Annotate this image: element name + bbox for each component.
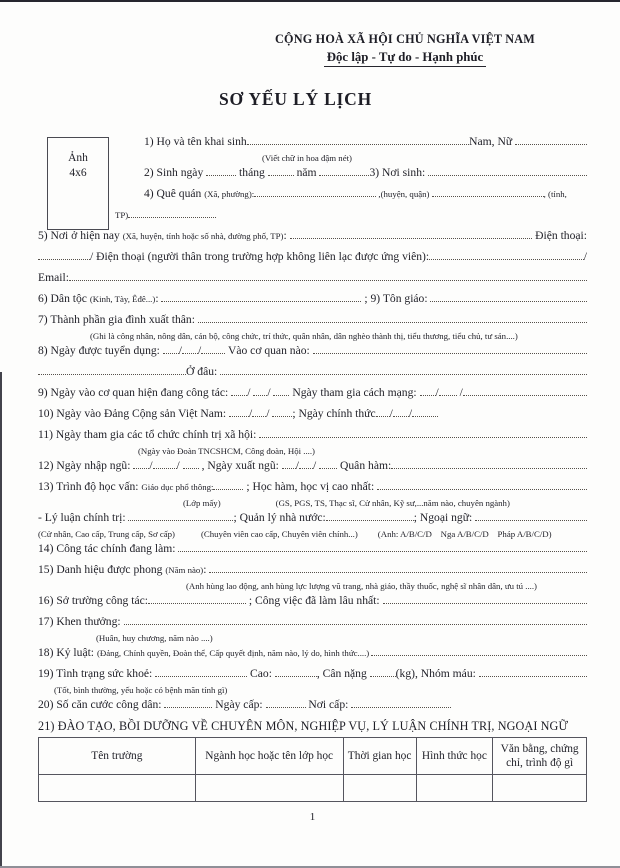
dotted-fill (429, 259, 584, 260)
cell-degree (493, 775, 587, 802)
spacer (38, 588, 186, 589)
field-label: 14) Công tác chính đang làm: (38, 542, 179, 555)
field-label: (Xã, huyện, tỉnh hoặc số nhà, đường phố, TP) (122, 231, 284, 241)
dotted-fill (383, 603, 587, 604)
line-current-address (38, 229, 587, 243)
dotted-fill (231, 395, 247, 396)
dotted-fill (479, 676, 587, 677)
field-label: 7) Thành phần gia đình xuất thân: (38, 313, 198, 326)
field-label: ,(huyện, quận) (376, 189, 432, 199)
line-military-service (38, 459, 587, 473)
note-education-level (38, 498, 587, 508)
spacer (221, 505, 276, 506)
dotted-fill (164, 707, 212, 708)
dotted-fill (463, 395, 587, 396)
field-label: (Lớp mấy) (183, 498, 221, 508)
field-label: 21) ĐÀO TẠO, BỒI DƯỠNG VỀ CHUYÊN MÔN, NGHIỆP VỤ, LÝ LUẬN CHÍNH TRỊ, NGOẠI NGỮ (38, 719, 568, 733)
field-label: 5) Nơi ở hiện nay (38, 229, 123, 242)
dotted-fill (124, 624, 587, 625)
note-honors (38, 581, 587, 591)
dotted-fill (393, 416, 409, 417)
field-label: 8) Ngày được tuyển dụng: (38, 344, 163, 357)
line-strengths (38, 594, 587, 608)
dotted-fill (247, 144, 469, 145)
field-label: , (tỉnh, (543, 189, 567, 199)
dotted-fill (229, 416, 249, 417)
note-full-name (144, 153, 587, 163)
field-label: / (247, 386, 254, 399)
field-label: 13) Trình độ học vấn: (38, 480, 142, 493)
line-id-card (38, 698, 587, 712)
field-label: Nơi cấp: (305, 698, 352, 711)
dotted-fill (254, 196, 376, 197)
dotted-fill (319, 175, 369, 176)
dotted-fill (38, 374, 186, 375)
field-label: (Anh: A/B/C/D Nga A/B/C/D Pháp A/B/C/D) (377, 529, 552, 539)
field-label: : (155, 292, 162, 305)
field-label: Ngày tham gia cách mạng: (289, 386, 420, 399)
dotted-fill (439, 395, 457, 396)
field-label: / (389, 407, 393, 420)
dotted-fill (178, 551, 587, 552)
dotted-fill (209, 572, 587, 573)
field-label: (Huân, huy chương, năm nào ....) (96, 633, 213, 643)
field-label: / (295, 459, 299, 472)
line-discipline (38, 646, 587, 660)
field-label: Cao: (247, 667, 275, 680)
field-label: ; Công việc đã làm lâu nhất: (246, 594, 383, 607)
cell-duration (343, 775, 416, 802)
field-label: 11) Ngày tham gia các tổ chức chính trị xã hội: (38, 428, 260, 441)
field-label: / (267, 386, 274, 399)
dotted-fill (515, 144, 587, 145)
cell-major (195, 775, 343, 802)
field-label: / (149, 459, 153, 472)
field-label: 18) Kỷ luật: (38, 646, 97, 659)
main-section (38, 229, 587, 823)
field-label: Quân hàm: (337, 459, 392, 472)
dotted-fill (326, 520, 414, 521)
note-awards (38, 633, 587, 643)
field-label: Email: (38, 271, 69, 284)
dotted-fill (282, 468, 296, 469)
field-label: - Lý luận chính trị: (38, 511, 129, 524)
field-label: 20) Số căn cước công dân: (38, 698, 165, 711)
table-header-row (39, 738, 587, 775)
field-label: / (178, 344, 183, 357)
dotted-fill (376, 416, 390, 417)
dotted-fill (290, 238, 533, 239)
photo-box (47, 137, 109, 230)
cell-school (39, 775, 196, 802)
line-recruitment-date (38, 344, 587, 358)
field-label: (Chuyên viên cao cấp, Chuyên viên chính...) (200, 529, 358, 539)
field-label: (Xã, phường): (204, 189, 255, 199)
dotted-fill (161, 301, 361, 302)
dotted-fill (148, 603, 246, 604)
field-label: năm (293, 166, 320, 179)
form-content (38, 32, 587, 823)
field-label: (Tốt, bình thường, yếu hoặc có bệnh mãn tính gì) (54, 685, 228, 695)
field-label: ; Học hàm, học vị cao nhất: (243, 480, 378, 493)
col-header-school: Tên trường (39, 738, 196, 775)
page-title: SƠ YẾU LÝ LỊCH (218, 89, 372, 109)
field-label: (Đảng, Chính quyền, Đoàn thể, Cấp quyết định, năm nào, lý do, hình thức....) (96, 648, 372, 658)
note-family-background (38, 331, 587, 341)
dotted-fill (313, 353, 587, 354)
field-label: ; Ngày chính thức (292, 407, 376, 420)
line-political-orgs (38, 428, 587, 442)
dotted-fill (128, 217, 216, 218)
dotted-fill (299, 468, 313, 469)
spacer (38, 692, 54, 693)
spacer (38, 453, 138, 454)
field-label: Ngày cấp: (212, 698, 266, 711)
field-label: ; 9) Tôn giáo: (361, 292, 431, 305)
dotted-fill (253, 395, 267, 396)
field-label: 19) Tình trạng sức khoẻ: (38, 667, 156, 680)
field-label: / (435, 386, 439, 399)
spacer (38, 640, 96, 641)
dotted-fill (370, 676, 396, 677)
heading-training-section (38, 719, 587, 733)
dotted-fill (475, 520, 587, 521)
col-header-degree: Văn bằng, chứng chỉ, trình độ gì (493, 738, 587, 775)
dotted-fill (319, 468, 337, 469)
dotted-fill (273, 395, 289, 396)
photo-label-1: Ảnh (68, 152, 88, 164)
dotted-fill (377, 489, 587, 490)
dotted-fill (38, 259, 90, 260)
field-label: 10) Ngày vào Đảng Cộng sản Việt Nam: (38, 407, 229, 420)
field-label: (Kinh, Tày, Êđê...) (89, 294, 156, 304)
field-label: (Năm nào) (165, 565, 204, 575)
field-label: 16) Sở trường công tác: (38, 594, 148, 607)
note-political-theory (38, 529, 587, 539)
field-label: ; Ngoại ngữ: (413, 511, 476, 524)
line-main-work (38, 542, 587, 556)
field-label: tháng (236, 166, 268, 179)
line-recruitment-where (38, 365, 587, 379)
scan-edge-left (0, 372, 2, 868)
scan-edge-top (0, 0, 620, 2)
line-que-quan-cont (115, 208, 587, 222)
field-label: (Anh hùng lao động, anh hùng lực lượng vũ trang, nhà giáo, thầy thuốc, nghệ sĩ nhân dân, ưu tú ....) (186, 581, 537, 591)
field-label: (Ghi là công nhân, nông dân, cán bộ, công chức, trí thức, quân nhân, dân nghèo thành thị, tiểu thương, tiểu chủ, tư sản....) (90, 331, 518, 341)
line-awards (38, 615, 587, 629)
dotted-fill (213, 489, 243, 490)
dotted-fill (412, 416, 438, 417)
field-label: (Ngày vào Đoàn TNCSHCM, Công đoàn, Hội ....) (138, 446, 315, 456)
dotted-fill (155, 676, 247, 677)
field-label: ; Quản lý nhà nước: (233, 511, 326, 524)
field-label: (kg), Nhóm máu: (395, 667, 479, 680)
dotted-fill (206, 175, 236, 176)
field-label: / (583, 250, 587, 263)
training-table (38, 737, 587, 802)
field-label: / (408, 407, 413, 420)
field-label: 2) Sinh ngày (144, 166, 207, 179)
dotted-fill (430, 301, 587, 302)
field-label: / (176, 459, 183, 472)
line-phone-relative (38, 250, 587, 264)
line-que-quan (144, 187, 587, 201)
line-email (38, 271, 587, 285)
line-birth-date-place (144, 166, 587, 180)
field-label: 4) Quê quán (144, 187, 205, 200)
field-label: (GS, PGS, TS, Thạc sĩ, Cử nhân, Kỹ sư,...năm nào, chuyên ngành) (275, 498, 510, 508)
dotted-fill (252, 416, 266, 417)
dotted-fill (432, 196, 544, 197)
dotted-fill (198, 322, 587, 323)
dotted-fill (371, 655, 587, 656)
dotted-fill (259, 437, 587, 438)
page-number: 1 (309, 811, 316, 823)
spacer (358, 536, 378, 537)
spacer (175, 536, 201, 537)
field-label: Vào cơ quan nào: (225, 344, 313, 357)
intro-section (38, 135, 587, 222)
line-family-background (38, 313, 587, 327)
national-title: CỘNG HOÀ XÃ HỘI CHỦ NGHĨA VIỆT NAM (275, 32, 535, 46)
spacer (38, 338, 90, 339)
dotted-fill (420, 395, 436, 396)
dotted-fill (266, 707, 306, 708)
field-label: : (283, 229, 290, 242)
photo-label-2: 4x6 (69, 167, 87, 179)
field-label: 1) Họ và tên khai sinh (144, 135, 247, 148)
line-current-agency-date (38, 386, 587, 400)
note-political-orgs (38, 446, 587, 456)
dotted-fill (220, 374, 587, 375)
field-label: Điện thoại: (532, 229, 587, 242)
field-label: : (203, 563, 210, 576)
dotted-fill (163, 353, 179, 354)
dotted-fill (128, 520, 233, 521)
line-honors (38, 563, 587, 577)
field-label: (Viết chữ in hoa đậm nét) (262, 153, 352, 163)
field-label: / Điện thoại (người thân trong trường hợp không liên lạc được ứng viên): (90, 250, 430, 263)
field-label: Nam, Nữ (469, 135, 515, 148)
dotted-fill (275, 676, 317, 677)
table-row (39, 775, 587, 802)
field-label: 9) Ngày vào cơ quan hiện đang công tác: (38, 386, 232, 399)
field-label: , Cân nặng (316, 667, 370, 680)
col-header-form: Hình thức học (416, 738, 493, 775)
dotted-fill (391, 468, 587, 469)
field-label: TP) (115, 210, 129, 220)
note-health-status (38, 685, 587, 695)
dotted-fill (153, 468, 177, 469)
line-political-theory (38, 511, 587, 525)
col-header-major: Ngành học hoặc tên lớp học (195, 738, 343, 775)
line-full-name (144, 135, 587, 149)
dotted-fill (428, 175, 587, 176)
field-label: / (249, 407, 253, 420)
line-education-level (38, 480, 587, 494)
field-label: / (456, 386, 463, 399)
national-header (275, 32, 535, 67)
field-label: 6) Dân tộc (38, 292, 90, 305)
field-label: 3) Nơi sinh: (369, 166, 429, 179)
dotted-fill (272, 416, 292, 417)
dotted-fill (133, 468, 149, 469)
field-label: , Ngày xuất ngũ: (198, 459, 282, 472)
dotted-fill (183, 468, 199, 469)
dotted-fill (69, 280, 587, 281)
dotted-fill (201, 353, 225, 354)
cell-form (416, 775, 493, 802)
field-label: Giáo dục phổ thông: (141, 482, 214, 492)
field-label: 17) Khen thưởng: (38, 615, 124, 628)
spacer (38, 505, 183, 506)
line-ethnic-religion (38, 292, 587, 306)
spacer (144, 160, 262, 161)
field-label: / (266, 407, 273, 420)
field-label: (Cử nhân, Cao cấp, Trung cấp, Sơ cấp) (38, 529, 175, 539)
field-label: 15) Danh hiệu được phong (38, 563, 166, 576)
national-motto: Độc lập - Tự do - Hạnh phúc (324, 50, 486, 67)
field-label: 12) Ngày nhập ngũ: (38, 459, 134, 472)
field-label: Ở đâu: (186, 365, 221, 378)
dotted-fill (268, 175, 294, 176)
col-header-duration: Thời gian học (343, 738, 416, 775)
field-label: / (312, 459, 320, 472)
dotted-fill (182, 353, 198, 354)
line-party-join-date (38, 407, 587, 421)
field-label: / (198, 344, 202, 357)
dotted-fill (351, 707, 451, 708)
line-health-status (38, 667, 587, 681)
